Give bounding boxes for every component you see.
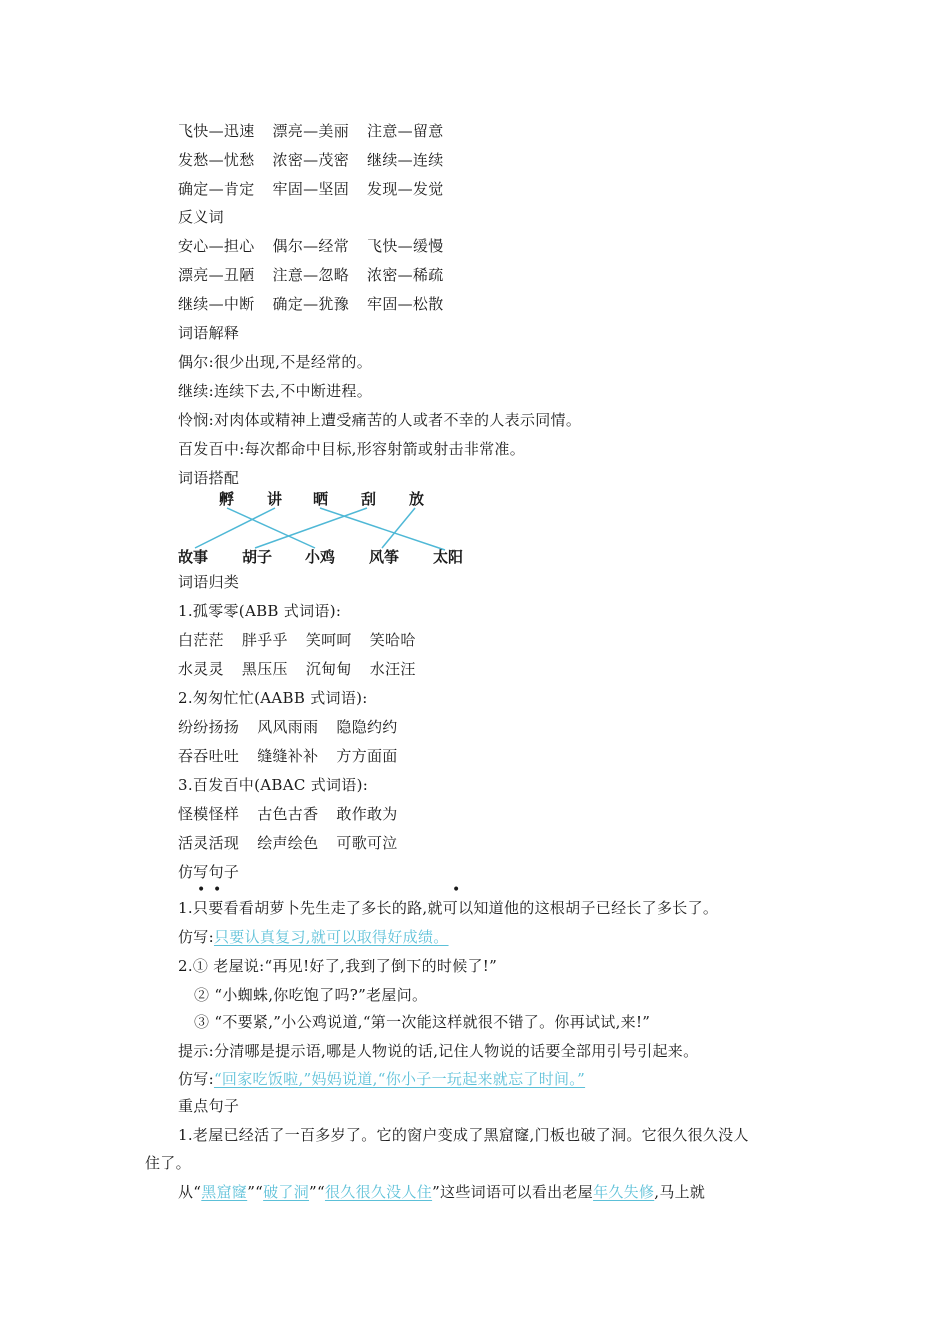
match-bottom-word: 故事: [178, 548, 209, 566]
explanation-item: 继续:连续下去,不中断进程。: [178, 382, 373, 400]
match-top-word: 孵: [219, 490, 235, 508]
class2-title: 2.匆匆忙忙(AABB 式词语):: [178, 689, 368, 707]
word-matching-diagram: [175, 488, 475, 572]
imitate2-answer: “回家吃饭啦,”妈妈说道,“你小子一玩起来就忘了时间。”: [213, 1070, 586, 1088]
emphasis-dot: •: [213, 882, 222, 898]
class1-row: 白茫茫 胖乎乎 笑呵呵 笑哈哈: [178, 631, 416, 649]
match-top-word: 晒: [313, 490, 329, 508]
match-title: 词语搭配: [178, 469, 240, 487]
synonym-row: 确定—肯定 牢固—坚固 发现—发觉: [178, 180, 444, 198]
explanation-item: 怜悯:对肉体或精神上遭受痛苦的人或者不幸的人表示同情。: [178, 411, 582, 429]
classify-title: 词语归类: [178, 573, 240, 591]
explain-title: 词语解释: [178, 324, 240, 342]
imitate1-answer-line: 仿写:只要认真复习,就可以取得好成绩。: [178, 928, 449, 946]
explanation-item: 偶尔:很少出现,不是经常的。: [178, 353, 373, 371]
match-bottom-word: 风筝: [369, 548, 400, 566]
hint-text: 提示:分清哪是提示语,哪是人物说的话,记住人物说的话要全部用引号引起来。: [178, 1042, 699, 1060]
emphasis-dot: •: [197, 882, 206, 898]
imitate2-line: ② “小蜘蛛,你吃饱了吗?”老屋问。: [194, 986, 428, 1004]
synonym-row: 飞快—迅速 漂亮—美丽 注意—留意: [178, 122, 444, 140]
key1-line: 住了。: [145, 1154, 191, 1172]
class3-row: 活灵活现 绘声绘色 可歌可泣: [178, 834, 398, 852]
key2-answer: 破了洞: [263, 1183, 310, 1201]
match-line-jiang-gushi: [195, 508, 275, 548]
key2-line: 从“黑窟窿”“破了洞”“很久很久没人住”这些词语可以看出老屋年久失修,马上就: [178, 1183, 706, 1201]
explanation-item: 百发百中:每次都命中目标,形容射箭或射击非常准。: [178, 440, 526, 458]
match-bottom-word: 小鸡: [305, 548, 336, 566]
antonym-row: 继续—中断 确定—犹豫 牢固—松散: [178, 295, 444, 313]
key1-line: 1.老屋已经活了一百多岁了。它的窗户变成了黑窟窿,门板也破了洞。它很久很久没人: [178, 1126, 749, 1144]
antonym-title: 反义词: [178, 208, 224, 226]
antonym-row: 安心—担心 偶尔—经常 飞快—缓慢: [178, 237, 444, 255]
match-top-word: 刮: [361, 490, 377, 508]
imitate2-answer-line: 仿写:“回家吃饭啦,”妈妈说道,“你小子一玩起来就忘了时间。”: [178, 1070, 586, 1088]
key2-answer: 年久失修: [593, 1183, 655, 1201]
match-line-fang-fengzheng: [382, 508, 415, 548]
imitate2-line: 2.① 老屋说:“再见!好了,我到了倒下的时候了!”: [178, 957, 498, 975]
imitate1-sentence: 1.只要看看胡萝卜先生走了多长的路,就可以知道他的这根胡子已经长了多长了。: [178, 899, 719, 917]
imitate-title: 仿写句子: [178, 863, 240, 881]
antonym-row: 漂亮—丑陋 注意—忽略 浓密—稀疏: [178, 266, 444, 284]
key2-answer: 黑窟窿: [201, 1183, 248, 1201]
class3-title: 3.百发百中(ABAC 式词语):: [178, 776, 369, 794]
imitate1-answer: 只要认真复习,就可以取得好成绩。: [213, 928, 449, 946]
key-title: 重点句子: [178, 1097, 240, 1115]
class3-row: 怪模怪样 古色古香 敢作敢为: [178, 805, 398, 823]
match-bottom-word: 胡子: [242, 548, 273, 566]
synonym-row: 发愁—忧愁 浓密—茂密 继续—连续: [178, 151, 444, 169]
class2-row: 吞吞吐吐 缝缝补补 方方面面: [178, 747, 398, 765]
class1-title: 1.孤零零(ABB 式词语):: [178, 602, 342, 620]
key2-answer: 很久很久没人住: [324, 1183, 433, 1201]
imitate2-line: ③ “不要紧,”小公鸡说道,“第一次能这样就很不错了。你再试试,来!”: [194, 1013, 651, 1031]
match-bottom-word: 太阳: [433, 548, 464, 566]
class2-row: 纷纷扬扬 风风雨雨 隐隐约约: [178, 718, 398, 736]
emphasis-dot: •: [452, 882, 461, 898]
match-top-word: 讲: [267, 490, 283, 508]
match-top-word: 放: [409, 490, 425, 508]
class1-row: 水灵灵 黑压压 沉甸甸 水汪汪: [178, 660, 416, 678]
match-line-shai-taiyang: [320, 508, 445, 550]
